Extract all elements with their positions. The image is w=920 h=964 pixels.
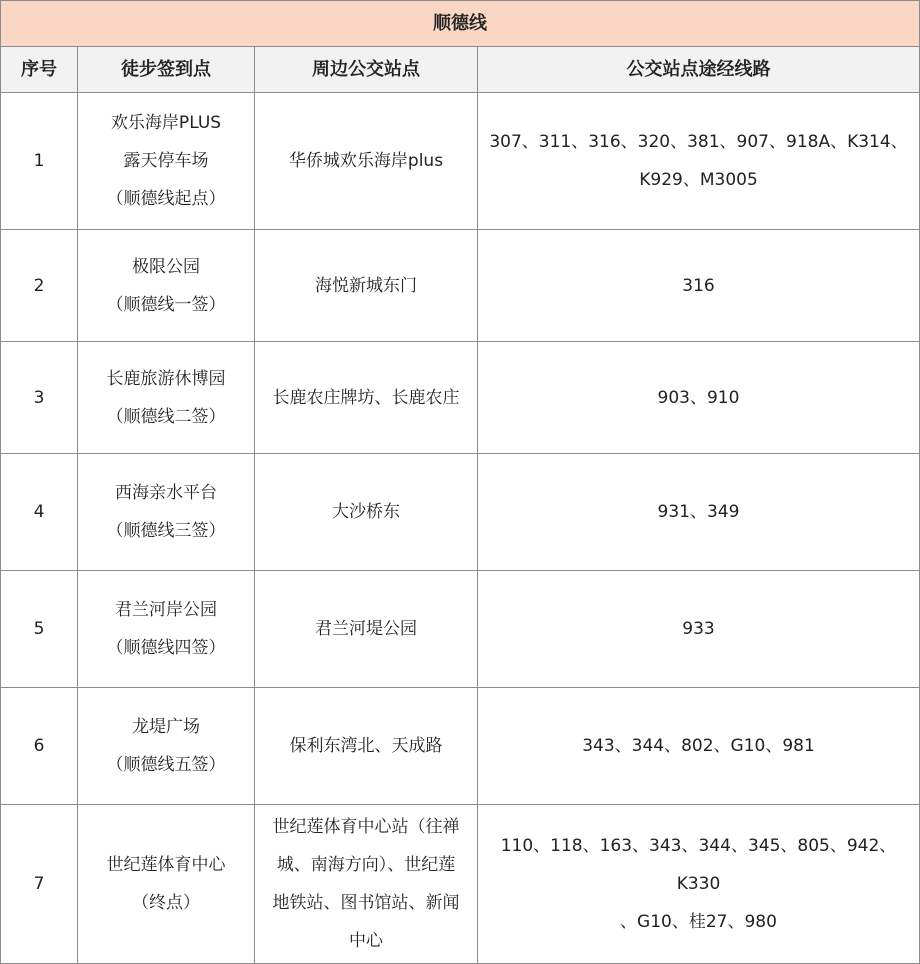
bus-stops-cell: 保利东湾北、天成路 [255,688,478,805]
table-title: 顺德线 [1,1,920,47]
row-number: 2 [1,230,78,342]
bus-routes-cell: 931、349 [478,454,920,571]
bus-stops-cell: 华侨城欢乐海岸plus [255,93,478,230]
checkpoint-cell: 西海亲水平台 （顺德线三签） [78,454,255,571]
checkpoint-cell: 长鹿旅游休博园 （顺德线二签） [78,342,255,454]
checkpoint-cell: 龙堤广场 （顺德线五签） [78,688,255,805]
table-row [1,454,920,571]
bus-stops-cell: 海悦新城东门 [255,230,478,342]
table-row [1,571,920,688]
bus-routes-cell: 903、910 [478,342,920,454]
bus-routes-cell: 110、118、163、343、344、345、805、942、K330 、G10、桂27、980 [478,805,920,964]
checkpoint-cell: 欢乐海岸PLUS 露天停车场 （顺德线起点） [78,93,255,230]
bus-stops-cell: 长鹿农庄牌坊、长鹿农庄 [255,342,478,454]
table-row [1,230,920,342]
header-row [1,47,920,93]
title-row [1,1,920,47]
bus-routes-cell: 343、344、802、G10、981 [478,688,920,805]
table-row [1,342,920,454]
bus-routes-cell: 307、311、316、320、381、907、918A、K314、 K929、M3005 [478,93,920,230]
row-number: 7 [1,805,78,964]
row-number: 4 [1,454,78,571]
header-bus-routes: 公交站点途经线路 [478,47,920,93]
table-row [1,93,920,230]
bus-stops-cell: 君兰河堤公园 [255,571,478,688]
bus-routes-cell: 316 [478,230,920,342]
bus-stops-cell: 世纪莲体育中心站（往禅 城、南海方向）、世纪莲 地铁站、图书馆站、新闻 中心 [255,805,478,964]
bus-routes-cell: 933 [478,571,920,688]
header-no: 序号 [1,47,78,93]
table-row [1,688,920,805]
header-checkpoint: 徒步签到点 [78,47,255,93]
checkpoint-cell: 世纪莲体育中心 （终点） [78,805,255,964]
row-number: 3 [1,342,78,454]
table-row [1,805,920,964]
checkpoint-cell: 君兰河岸公园 （顺德线四签） [78,571,255,688]
checkpoint-cell: 极限公园 （顺德线一签） [78,230,255,342]
row-number: 1 [1,93,78,230]
row-number: 5 [1,571,78,688]
row-number: 6 [1,688,78,805]
header-bus-stops: 周边公交站点 [255,47,478,93]
bus-stops-cell: 大沙桥东 [255,454,478,571]
